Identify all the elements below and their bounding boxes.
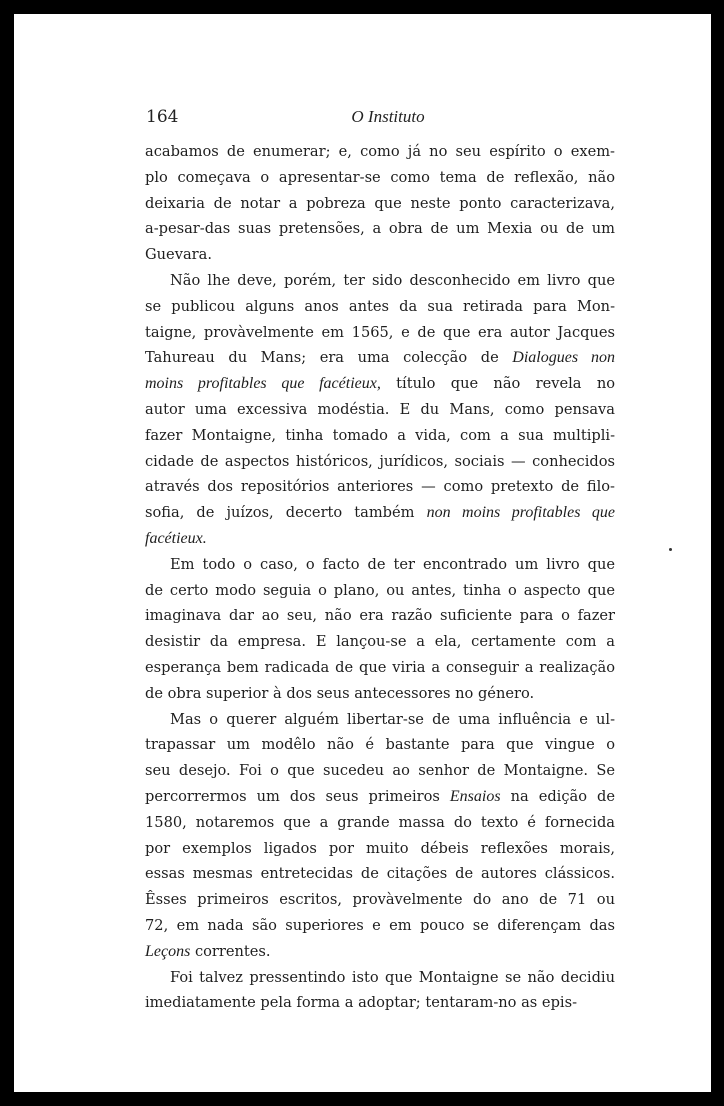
text-segment: Guevara. bbox=[145, 246, 212, 264]
text-line bbox=[145, 449, 615, 475]
text-line bbox=[145, 707, 615, 733]
text-segment: taigne, provàvelmente em 1565, e de que era autor Jacques bbox=[145, 323, 615, 341]
text-segment: Não lhe deve, porém, ter sido desconhecido em livro que bbox=[170, 271, 615, 289]
text-segment: por exemplos ligados por muito débeis reflexões morais, bbox=[145, 839, 615, 857]
book-page bbox=[14, 14, 711, 1092]
text-line bbox=[145, 655, 615, 681]
paragraph bbox=[145, 965, 615, 1017]
text-line bbox=[145, 242, 615, 268]
text-line bbox=[145, 371, 615, 397]
italic-text: moins profitables que facétieux, bbox=[145, 375, 381, 393]
text-segment: através dos repositórios anteriores — como pretexto de filo- bbox=[145, 478, 615, 496]
text-segment: Em todo o caso, o facto de ter encontrado um livro que bbox=[170, 555, 615, 573]
text-line bbox=[145, 191, 615, 217]
text-line bbox=[145, 552, 615, 578]
text-segment: seu desejo. Foi o que sucedeu ao senhor de Montaigne. Se bbox=[145, 762, 615, 780]
text-line bbox=[145, 320, 615, 346]
text-line bbox=[145, 732, 615, 758]
paragraph bbox=[145, 552, 615, 707]
text-line bbox=[145, 913, 615, 939]
text-segment: Mas o querer alguém libertar-se de uma influência e ul- bbox=[170, 710, 615, 728]
text-segment: na edição de bbox=[500, 787, 615, 805]
text-segment: percorrermos um dos seus primeiros bbox=[145, 787, 450, 805]
text-line bbox=[145, 939, 615, 965]
text-segment: 1580, notaremos que a grande massa do texto é fornecida bbox=[145, 813, 615, 831]
text-segment: fazer Montaigne, tinha tomado a vida, com a sua multipli- bbox=[145, 426, 615, 444]
text-line bbox=[145, 345, 615, 371]
text-segment: de certo modo seguia o plano, ou antes, tinha o aspecto que bbox=[145, 581, 615, 599]
text-line bbox=[145, 784, 615, 810]
text-line bbox=[145, 216, 615, 242]
text-segment: a-pesar-das suas pretensões, a obra de um Mexia ou de um bbox=[145, 220, 615, 238]
text-line bbox=[145, 526, 615, 552]
text-line bbox=[145, 423, 615, 449]
text-segment: essas mesmas entretecidas de citações de autores clássicos. bbox=[145, 865, 615, 883]
text-segment: 72, em nada são superiores e em pouco se diferençam das bbox=[145, 916, 615, 934]
text-segment: sofia, de juízos, decerto também bbox=[145, 504, 427, 522]
italic-text: Leçons bbox=[145, 942, 191, 960]
text-line bbox=[145, 139, 615, 165]
text-segment: desistir da empresa. E lançou-se a ela, certamente com a bbox=[145, 633, 615, 651]
text-segment: se publicou alguns anos antes da sua retirada para Mon- bbox=[145, 297, 615, 315]
text-line bbox=[145, 758, 615, 784]
text-line bbox=[145, 500, 615, 526]
text-segment: correntes. bbox=[190, 942, 271, 960]
running-title: O Instituto bbox=[351, 107, 425, 126]
text-segment: cidade de aspectos históricos, jurídicos, sociais — conhecidos bbox=[145, 452, 615, 470]
text-segment: plo começava o apresentar-se como tema de reflexão, não bbox=[145, 168, 615, 186]
text-segment: título que não revela no bbox=[380, 375, 616, 393]
text-segment: Foi talvez pressentindo isto que Montaigne se não decidiu bbox=[170, 968, 615, 986]
text-segment: imaginava dar ao seu, não era razão suficiente para o fazer bbox=[145, 607, 615, 625]
text-line bbox=[145, 165, 615, 191]
text-segment: de obra superior à dos seus antecessores no género. bbox=[145, 684, 535, 702]
text-line bbox=[145, 681, 615, 707]
text-segment: autor uma excessiva modéstia. E du Mans, como pensava bbox=[145, 400, 615, 418]
paragraph bbox=[145, 268, 615, 552]
text-segment: imediatamente pela forma a adoptar; tentaram-no as epis- bbox=[145, 994, 577, 1012]
italic-text: non moins profitables que bbox=[426, 504, 615, 522]
text-line bbox=[145, 268, 615, 294]
text-line bbox=[145, 990, 615, 1016]
text-line bbox=[145, 887, 615, 913]
text-segment: trapassar um modêlo não é bastante para que vingue o bbox=[145, 736, 615, 754]
text-line bbox=[145, 629, 615, 655]
text-line bbox=[145, 603, 615, 629]
print-speck bbox=[669, 548, 672, 551]
text-line bbox=[145, 397, 615, 423]
text-line bbox=[145, 474, 615, 500]
paragraph bbox=[145, 707, 615, 965]
text-segment: deixaria de notar a pobreza que neste ponto caracterizava, bbox=[145, 194, 615, 212]
text-segment: Tahureau du Mans; era uma colecção de bbox=[145, 349, 513, 367]
italic-text: facétieux. bbox=[145, 529, 207, 547]
text-line bbox=[145, 861, 615, 887]
text-line bbox=[145, 836, 615, 862]
text-line bbox=[145, 294, 615, 320]
body-text bbox=[145, 139, 615, 1016]
paragraph bbox=[145, 139, 615, 268]
italic-text: Dialogues non bbox=[512, 349, 615, 367]
text-segment: esperança bem radicada de que viria a conseguir a realização bbox=[145, 658, 615, 676]
text-segment: Êsses primeiros escritos, provàvelmente do ano de 71 ou bbox=[145, 891, 615, 909]
text-line bbox=[145, 578, 615, 604]
text-segment: acabamos de enumerar; e, como já no seu espírito o exem- bbox=[145, 143, 615, 160]
text-line bbox=[145, 810, 615, 836]
page-number: 164 bbox=[146, 107, 179, 127]
italic-text: Ensaios bbox=[449, 787, 501, 805]
text-line bbox=[145, 965, 615, 991]
